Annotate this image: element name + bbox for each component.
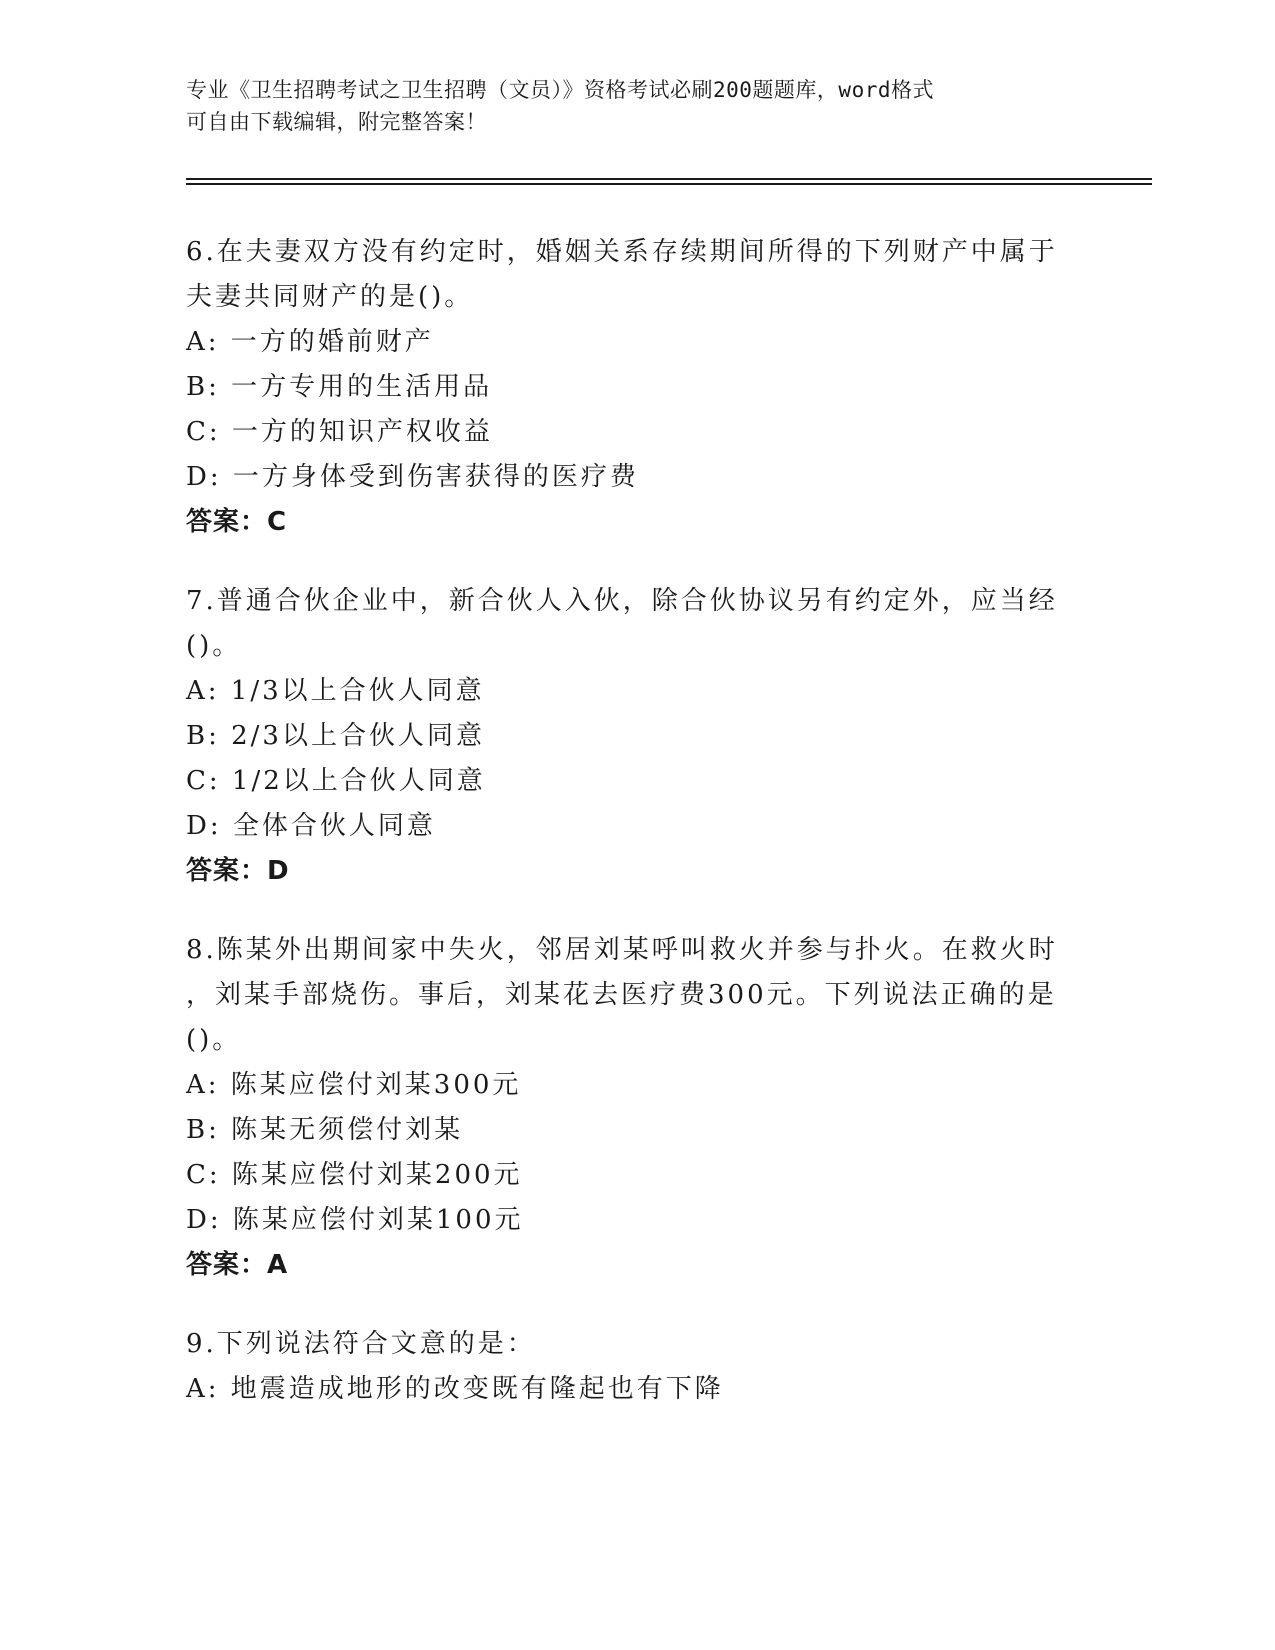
answer-line: 答案：D: [186, 856, 290, 886]
option-a: A: 陈某应偿付刘某300元: [186, 1070, 522, 1100]
option-b: B: 陈某无须偿付刘某: [186, 1115, 464, 1145]
document-header: [186, 74, 1066, 138]
question-stem-line: ，刘某手部烧伤。事后，刘某花去医疗费300元。下列说法正确的是: [186, 980, 1057, 1010]
option-b: B: 一方专用的生活用品: [186, 372, 493, 402]
header-divider-bottom: [186, 183, 1152, 185]
option-a: A: 地震造成地形的改变既有隆起也有下降: [186, 1374, 724, 1404]
question-stem-line: 7.普通合伙企业中，新合伙人入伙，除合伙协议另有约定外，应当经: [186, 586, 1058, 616]
question-8: [186, 928, 1066, 1288]
option-b: B: 2/3以上合伙人同意: [186, 721, 485, 751]
question-stem-line: 夫妻共同财产的是()。: [186, 282, 474, 312]
question-6: [186, 230, 1066, 545]
header-divider-top: [186, 178, 1152, 180]
option-c: C: 1/2以上合伙人同意: [186, 766, 486, 796]
question-stem-line: 6.在夫妻双方没有约定时，婚姻关系存续期间所得的下列财产中属于: [186, 237, 1058, 267]
question-stem-line: 9.下列说法符合文意的是：: [186, 1329, 536, 1359]
option-d: D: 陈某应偿付刘某100元: [186, 1205, 524, 1235]
question-stem-line: ()。: [186, 1025, 242, 1055]
question-stem-line: 8.陈某外出期间家中失火，邻居刘某呼叫救火并参与扑火。在救火时: [186, 935, 1058, 965]
option-a: A: 1/3以上合伙人同意: [186, 676, 485, 706]
header-line-2: 可自由下载编辑，附完整答案！: [186, 110, 487, 134]
header-line-1: 专业《卫生招聘考试之卫生招聘（文员）》资格考试必刷200题题库，word格式: [186, 78, 934, 102]
question-stem-line: ()。: [186, 631, 242, 661]
option-a: A: 一方的婚前财产: [186, 327, 434, 357]
question-7: [186, 579, 1066, 894]
answer-line: 答案：A: [186, 1250, 289, 1280]
question-9: [186, 1322, 1066, 1412]
option-c: C: 陈某应偿付刘某200元: [186, 1160, 523, 1190]
option-d: D: 全体合伙人同意: [186, 811, 436, 841]
option-d: D: 一方身体受到伤害获得的医疗费: [186, 462, 639, 492]
option-c: C: 一方的知识产权收益: [186, 417, 493, 447]
question-list: [186, 230, 1066, 1446]
answer-line: 答案：C: [186, 507, 288, 537]
